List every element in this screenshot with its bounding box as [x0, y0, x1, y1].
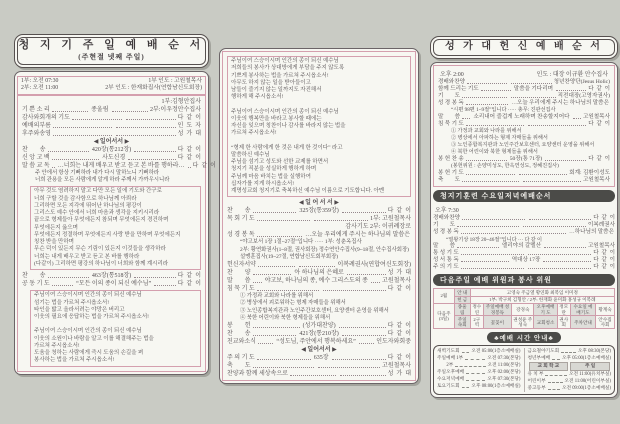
reading-line: 그리하면 모든 지각에 뛰어난 하나님의 평강이: [34, 202, 142, 209]
order-line: 주 의 기 도 635장 다 같 이: [227, 355, 411, 362]
prayer-line: 주님이여 스승이시며 인간의 종이 되신 예수님: [34, 292, 142, 299]
schedule-line: 수요저녁예배 오후 07:30 (본당): [437, 377, 521, 383]
service-leader-1: 1부 인도 : 고원철목사: [148, 77, 202, 84]
order-line: 찬 송 325장(통359장) 다 같 이: [227, 208, 411, 215]
order-line: ② 병상에서 아파하는 형제 자매들을 위해서: [451, 135, 548, 142]
duty-week: 다음주 (3일): [434, 303, 455, 328]
order-line: 봉 헌 (성가대찬양) 다 같 이: [227, 323, 411, 330]
prayer-line: 십자가를 지게 하시옵소서!: [231, 180, 295, 187]
order-line: “야고보서 1장 1절~27절”입니다 ····· 1부: 성춘옥집사: [240, 239, 362, 246]
order-line: 주 안에서 항상 기뻐하라 내가 다시 말하노니 기뻐하라: [35, 169, 159, 176]
order-line: 헌신자서약 이복례권사(연합여신도회장): [227, 262, 412, 269]
schedule-line: 주일예배 1부 오전 07:30 (본당): [437, 355, 521, 361]
table-row: 2월 안 내 고영숙 주금열 황연화 최복임 이미정: [434, 289, 615, 296]
order-line: 찬 송 421장(통210장) 다 같 이: [227, 331, 411, 338]
schedule-line: 금요철야기도회 오후 08:30 (본당): [527, 348, 611, 354]
order-line: ◀ 일어서서 ▶: [301, 347, 337, 354]
reading-line: 아무 것도 염려하지 말고 다만 모든 일에 기도와 간구로: [34, 188, 162, 195]
order-line: 감사와회개의 기도 다 같 이: [22, 114, 202, 121]
order-line: ③ 노인종합복지관과 노인주간보호센터, 요양센터 운영을 위해서: [240, 307, 389, 314]
order-line: 너희 관용을 모든 사람에게 알게 하라 주께서 가까우시니라: [35, 177, 170, 184]
order-line: 봉 헌 기 도 회계: 김환이성도: [438, 169, 610, 176]
panel-choir-dedication: [430, 36, 618, 398]
prayer-line: 섬기는 법을 가르쳐 주시옵소서!: [34, 299, 110, 306]
reading-line: 무엇에든지 정결하며 무엇에든지 사랑 받을 만하며 무엇에든지: [34, 231, 181, 238]
reading-line: 끝으로 형제들아 무엇에든지 참되며 무엇에든지 경건하며: [34, 217, 169, 224]
table-row: 주일속회 2구역 꽃꽂이 권성윤 주성숙 교회청소 권사회 주차안내 안수집사회: [434, 316, 615, 329]
service-times-box: [433, 345, 615, 395]
order-line: 설맹훈집사(19~27절, 연합남신도회부회장): [240, 253, 339, 260]
order-line: 예배의부름 인 도 자: [22, 122, 201, 129]
service-leader-2: 2부 인도 : 한재화집사(연합남신도회장): [105, 85, 202, 92]
schedule-line: 2부 오전 11:00 (본당): [437, 363, 521, 369]
schedule-header: ♣예배 시간 안내♣: [487, 332, 561, 343]
order-line: 통 성 기 도 다 같 이: [433, 250, 615, 257]
service-info: [17, 76, 206, 95]
order-line: 함께 드리는 기도 말씀을 기다리며 다 같 이: [438, 85, 611, 92]
order-line: ◀ 일 어 서 서 ▶: [299, 200, 339, 207]
choir-title-box: [430, 36, 618, 59]
order-line: 침 묵 기 도 다 같 이: [438, 120, 610, 127]
sunday-order-list-2: [222, 51, 416, 381]
order-line: 봉 헌 찬 송 50장(통 71장) 다 같 이: [438, 155, 610, 162]
sunday-order-list: [17, 95, 216, 372]
panel-sunday-worship-continued: [219, 45, 419, 384]
common-prayer-box-continued: [227, 56, 411, 197]
reading-line: 무엇에든지 옳으며: [34, 224, 78, 231]
order-lines-2: [22, 272, 201, 288]
prayer-line: 주님을 섬기고 성도와 선한 교제를 하면서: [231, 159, 329, 165]
prayer-line: 이웃의 행복만을 바라고 봉사할 때에는: [231, 115, 322, 122]
prayer-line: 청지기 직분을 성실하게 행하게 하며: [231, 166, 317, 173]
schedule-line: 중고등부 오전 09:00 (1층소예배실): [527, 386, 611, 392]
prayer-line: 주님께 마음 바치는 법을 실행하여: [231, 173, 311, 180]
order-lines-1: [22, 98, 216, 185]
prayer-line: 도움을 청하는 사람에게 즉시 도움의 손길을 펴: [34, 350, 144, 357]
prayer-line: [231, 138, 407, 145]
order-line: 찬양과 함께 세상속으로 성 가 대: [227, 371, 412, 378]
common-prayer-box: [30, 290, 201, 366]
choir-order-list: [433, 65, 615, 187]
order-line: 성 경 봉 독 …오늘 우리에게 주시는 하나님의 말씀은: [438, 99, 609, 106]
choir-title: 성 가 대 헌 신 예 배 순 서: [445, 41, 603, 52]
wednesday-time: 오후 7:30: [435, 207, 459, 214]
prayer-line: 주님이여 스승이시며 인간의 종이 되신 예수님: [231, 58, 339, 64]
reading-line: 너희는 내게 배우고 받고 듣고 본 바를 행하라: [34, 253, 140, 260]
order-line: 말 씀 교 독 …너희는 내게 배우고 받고 듣고 본 바를 행하라… 다 같 이: [22, 162, 216, 169]
reading-line: (다같이) 그리하면 평강의 하나님이 너희와 함께 계시리라: [34, 260, 169, 267]
schedule-line: 어린이부 오전 11:00 (어린이부실): [527, 379, 611, 385]
schedule-line: 교 회 학 교 주 일: [528, 362, 612, 371]
table-row: 헌 금 1부: 박구희 김형안 / 2부: 한재화 윤미화 홍성규 이복례: [434, 296, 615, 303]
order-line: ② 병상에서 괴로워하는 형제 자매들을 위해서: [240, 300, 346, 307]
order-line: 말 씀 소리내어 즐겁게 노래하며 찬송할지어다 고원철목사: [438, 113, 610, 120]
order-line: 말 씀 야고보, 하나님의 종, 예수 그리스도의 종 고원철목사: [227, 278, 412, 285]
order-line: 침 묵 기 도 다 같 이: [227, 286, 412, 293]
order-line: 성 서 통 독 역대상 17장 다 같 이: [433, 257, 616, 264]
reading-line: 무슨 덕이 있든지 무슨 기림이 있든지 이것들을 생각하라: [34, 246, 166, 253]
choir-leader: 인도 : 대장 이규환 안수집사: [536, 71, 608, 78]
wednesday-lines: [433, 215, 615, 271]
prayer-line: 타인을 밟고 올라서려는 야망은 버리고: [34, 306, 125, 313]
service-time-1: 1부: 오전 07:30: [21, 77, 59, 84]
prayer-line: 주님이여 스승이시며 인간의 종이 되신 예수님: [231, 108, 339, 115]
page-subtitle: (주현절 넷째 주일): [78, 52, 145, 61]
order-line: 신 앙 고 백 사도신경 다 같 이: [22, 154, 202, 161]
order-line: ◀ 일어서서 ▶: [93, 138, 130, 145]
wednesday-service-header: 청지기훈련 수요일저녁예배순서: [433, 190, 615, 202]
order-lines-3: [227, 199, 411, 378]
order-line: 기 쁜 소 리 종울림 1부:김형안집사 2부:이우정안수집사: [22, 98, 201, 113]
prayer-line: 말씀하신 예수님: [231, 151, 270, 158]
prayer-line: 자신을 잊으며 칭찬이나 감사를 바라지 않는 법을: [231, 123, 346, 129]
duty-month: 2월: [434, 289, 455, 304]
duty-table: [433, 288, 615, 329]
order-line: 감사기도 2부: 이귀례장로: [345, 224, 411, 231]
schedule-line: 토요기도회 오후 08:00 (1층소예배실): [437, 384, 521, 390]
order-line: 공 동 기 도 “모든 이의 종이 되신 예수님” 다 같 이: [22, 281, 202, 288]
order-line: ① 가정과 교회와 나라를 위해서: [451, 128, 522, 135]
order-line: 성 경 봉 독 …하나님의 말씀은: [433, 229, 614, 236]
order-line: “열왕기상 18장 20~46절”입니다 ··· 다 같 이: [446, 236, 543, 243]
sunday-order-box: [14, 71, 216, 375]
schedule-line: 청년부예배 오후 05:00 (1층소예배실): [527, 355, 611, 361]
schedule-line: 유 치 부 오전 11:00 (유치부실): [527, 372, 611, 378]
service-times-left: [437, 348, 521, 392]
order-line: ④ 북한 어린이와 북한 형제들을 위해서: [451, 149, 538, 156]
prayer-line: 저희들의 봉사가 상대방에게 부담을 주지 않도록: [231, 65, 345, 72]
order-line: ① 가정과 교회와 나라를 위해서: [240, 293, 314, 300]
page-title: 청 지 기 주 일 예 배 순 서: [18, 39, 205, 51]
choir-time: 오후 2:00: [440, 71, 464, 78]
choir-lines: [438, 79, 610, 184]
order-line: 성 경 봉 독 …오늘 우리에게 주시는 하나님의 말씀은: [227, 232, 410, 239]
order-line: 찬 양 아 하나님의 은혜로 성 가 대: [227, 270, 412, 277]
prayer-line: 이웃의 필요에 응답하는 법을 가르쳐 주시옵소서!: [34, 314, 149, 321]
prayer-line: 남들이 즐기지 않는 일까지도 자진해서: [231, 87, 322, 93]
order-line: “시편 98편 1~9절”입니다 ····· 총무: 진관선집사: [451, 107, 556, 114]
choir-time-row: [438, 68, 610, 79]
service-times-right: [524, 348, 612, 392]
order-line: 후주와송영 성 가 대: [22, 130, 201, 137]
order-line: ③ 노인종합복지관과 노인주간보호센터, 요양센터 운영을 위해서: [451, 142, 595, 149]
reading-line: 그리스도 예수 안에서 너희 마음과 생각을 지키시리라: [34, 210, 160, 217]
responsive-reading-box: [30, 186, 201, 270]
prayer-line: “형제 한 사람에게 한 것은 내게 한 것이다” 라고: [231, 144, 343, 151]
order-line: 친교와소식 “성도님, 주안에서 행복하세요” 인도자와회중: [227, 339, 411, 346]
order-line: 경배와찬양 청년찬양단(Jesus Holic): [438, 78, 611, 85]
order-line: 축 도 고원철목사: [438, 176, 610, 183]
prayer-line: 가르쳐 주시옵소서!: [34, 342, 80, 349]
order-line: 주 의 기 도 다 같 이: [433, 264, 615, 271]
prayer-line: 봉사하는 법을 가르쳐 주시옵소서!: [34, 357, 115, 364]
order-line: 축 도 고원철목사: [227, 363, 412, 370]
order-line: 경배와찬양 다 같 이: [433, 214, 615, 221]
order-line: (봉헌위원 : 손양미성도, 한옥연성도, 정혜진집사): [451, 163, 559, 170]
order-line: 2부: 황연화권사(1~8절, 권사회장) 정수연안수집사(9~18절, 안수집사회장): [240, 246, 409, 253]
order-line: 말 씀 엘리야의 갈멜산 고원철목사: [433, 243, 616, 250]
panel-sunday-worship: [14, 34, 216, 375]
prayer-line: 이웃의 소원이나 바람을 알고 이를 해결해주는 법을: [34, 335, 154, 342]
sunday-order-box-2: [219, 48, 419, 384]
order-line: ④ 북한 어린이와 북한 형제들을 위해서: [240, 314, 331, 321]
order-line: 기 도 이복례권사: [433, 221, 615, 228]
prayer-line: 계명성교회 청지기로 축복하신 예수님 이름으로 기도합니다. 아멘: [231, 188, 385, 194]
service-time-2: 2부: 오전 11:00: [21, 85, 59, 92]
wednesday-order: [433, 204, 615, 271]
sunday-title-box: [14, 34, 209, 68]
order-line: 찬 송 420장(통212장) 다 같 이: [22, 146, 201, 153]
order-line: 기 도 직전대장(고영자권사): [438, 92, 611, 99]
schedule-line: 주일오후예배 오후 02:00 (본당): [437, 370, 521, 376]
prayer-line: 행하게 해 주시옵소서!: [231, 94, 284, 101]
order-line: 찬 송 463장(통518장) 다 같 이: [22, 273, 201, 280]
table-row: 다음주 (3일) 종울림 정수연 주일예배 성경봉독 강경숙 오후예배 기 도 정모란 수요일 예배기도 황계숙: [434, 303, 615, 316]
prayer-line: 가르쳐 주시옵소서!: [231, 130, 277, 137]
prayer-line: [231, 102, 407, 109]
prayer-line: 기쁘게 봉사하는 법을 가르쳐 주시옵소서!: [231, 72, 329, 79]
prayer-line: 주님이여 스승이시며 인간의 종이 되신 예수님: [34, 328, 142, 335]
reading-line: 너희 구할 것을 감사함으로 하나님께 아뢰라: [34, 195, 137, 202]
reading-line: 칭찬 받을 만하며: [34, 239, 74, 246]
wednesday-time-row: [433, 204, 615, 215]
duty-table-header: 다음주일 예배 위원과 봉사 위원: [433, 274, 615, 286]
right-content-box: [430, 62, 618, 399]
order-line: 목 회 기 도 1부: 고원철목사: [227, 216, 412, 223]
schedule-line: 새벽기도회 오전 05:00 (1층소예배실): [437, 348, 521, 354]
prayer-line: 아무도 하지 않는 일을 받아들이고: [231, 79, 311, 86]
